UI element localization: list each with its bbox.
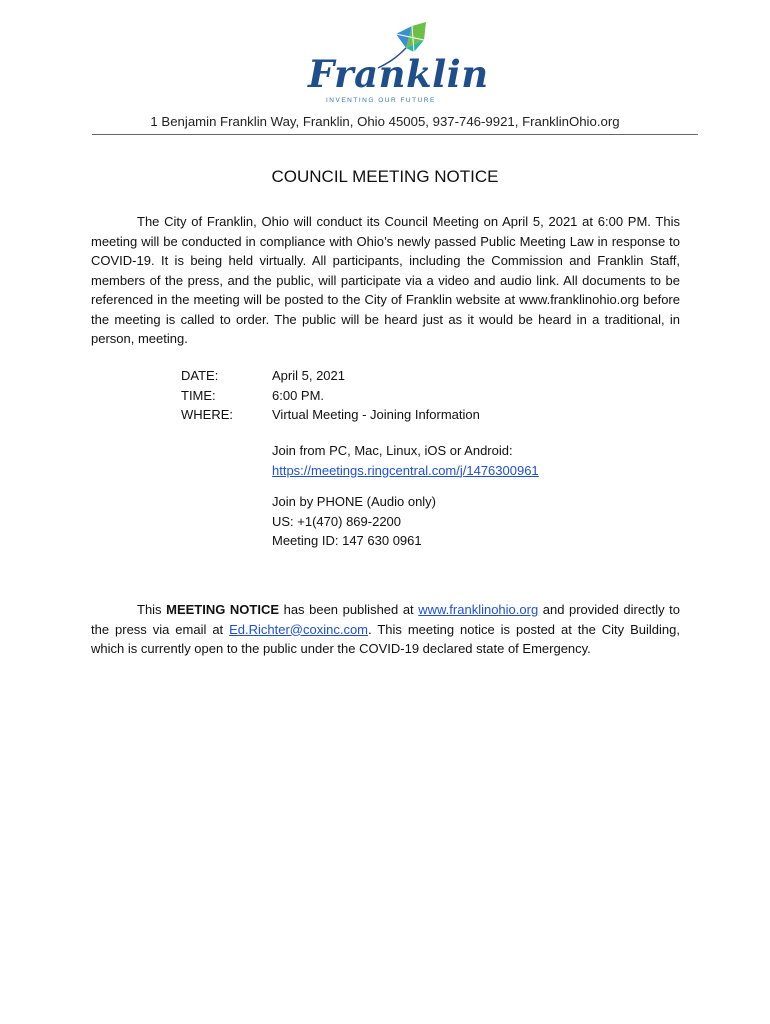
where-label: WHERE: [181, 407, 233, 422]
meeting-id: Meeting ID: 147 630 0961 [272, 533, 422, 548]
header-divider [92, 134, 698, 135]
meeting-details [181, 366, 480, 425]
closing-paragraph [91, 600, 680, 659]
where-value: Virtual Meeting - Joining Information [272, 407, 480, 422]
email-link[interactable]: Ed.Richter@coxinc.com [229, 621, 369, 637]
closing-text-3: and provided directly to the press via email at [91, 602, 681, 637]
join-pc-text: Join from PC, Mac, Linux, iOS or Android: [272, 443, 513, 458]
franklin-logo [300, 18, 489, 108]
notice-title: COUNCIL MEETING NOTICE [271, 167, 499, 186]
where-row [181, 405, 480, 425]
time-value: 6:00 PM. [272, 387, 325, 403]
website-link[interactable]: www.franklinohio.org [418, 602, 539, 617]
time-row [181, 386, 480, 406]
date-value: April 5, 2021 [272, 368, 345, 383]
time-label: TIME: [181, 387, 216, 403]
closing-text-4: . This meeting notice is posted at the City Building, which is currently open to the public under the COVID-19 declared state of Emergency. [91, 621, 680, 656]
logo-tagline: INVENTING OUR FUTURE [326, 97, 436, 104]
phone-number: US: +1(470) 869-2200 [272, 513, 402, 529]
closing-text-2: has been published at [279, 602, 419, 617]
closing-bold: MEETING NOTICE [166, 602, 280, 617]
intro-text: The City of Franklin, Ohio will conduct its Council Meeting on April 5, 2021 at 6:00 PM. This meeting will be conducted in compliance with Ohio’s newly passed Public Meeting Law in response to COVID-19. It is being held virtually. All participants, including the Commission and Franklin Staff, members of the press, and the public, will participate via a video and audio link. All documents to be referenced in the meeting will be posted to the City of Franklin website at www.franklinohio.org before the meeting is called to order. The public will be heard just as it would be heard in a traditional, in person, meeting. [91, 214, 680, 346]
date-label: DATE: [181, 368, 219, 383]
meeting-link[interactable]: https://meetings.ringcentral.com/j/1476300961 [272, 462, 539, 478]
intro-paragraph [91, 212, 680, 349]
date-row [181, 366, 480, 386]
closing-text-1: This [137, 602, 167, 617]
join-phone-block [272, 492, 436, 551]
join-online-block [272, 441, 539, 480]
header-address: 1 Benjamin Franklin Way, Franklin, Ohio 45005, 937-746-9921, FranklinOhio.org [150, 114, 620, 129]
logo-wordmark: Franklin [308, 52, 489, 96]
phone-title: Join by PHONE (Audio only) [272, 494, 437, 509]
